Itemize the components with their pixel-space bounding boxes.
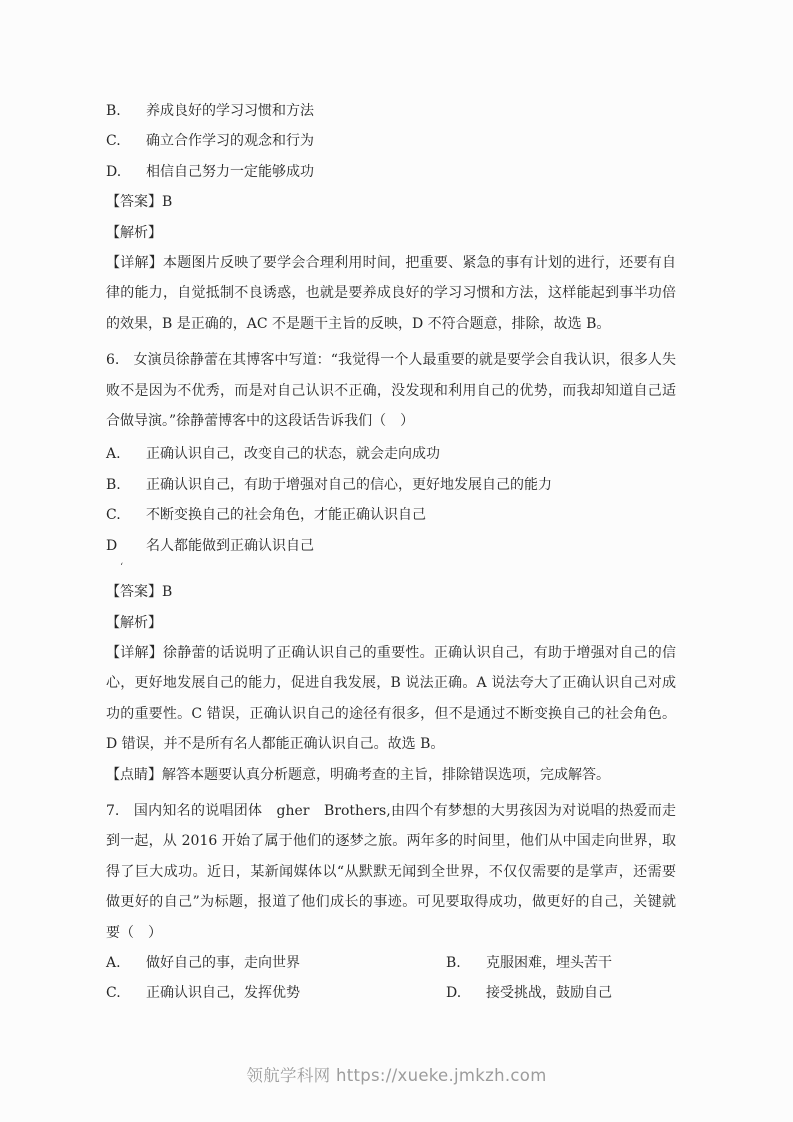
q6-option-a-text: 正确认识自己，改变自己的状态，就会走向成功 [146, 446, 440, 463]
q6-answer-line: 【答案】B [106, 584, 173, 601]
q6-stem-line: 败不是因为不优秀，而是对自己认识不正确，没发现和利用自己的优势，而我却知道自己适 [106, 382, 676, 399]
q5-detail-line: 【详解】本题图片反映了要学会合理利用时间，把重要、紧急的事有计划的进行，还要有自 [106, 255, 676, 272]
q7-stem-line: 得了巨大成功。近日，某新闻媒体以“从默默无闻到全世界，不仅仅需要的是掌声，还需要 [106, 863, 676, 880]
q7-option-a-text: 做好自己的事，走向世界 [146, 954, 300, 971]
q6-stem-line: 合做导演。”徐静蕾博客中的这段话告诉我们（ ） [106, 413, 415, 430]
q6-option-b-text: 正确认识自己，有助于增强对自己的信心，更好地发展自己的能力 [146, 476, 552, 493]
q6-detail-line: 【详解】徐静蕾的话说明了正确认识自己的重要性。正确认识自己，有助于增强对自己的信 [106, 644, 676, 661]
q7-option-a [106, 948, 446, 978]
q7-option-b [446, 948, 676, 978]
q7-option-d-text: 接受挑战，鼓励自己 [486, 985, 612, 1002]
q5-option-b-label: B. [106, 103, 121, 119]
watermark-site-text: 领航学科网 https://xueke.jmkzh.com [246, 1066, 547, 1085]
exam-content [106, 96, 676, 1009]
q6-option-b [106, 470, 676, 500]
q5-answer-line: 【答案】B [106, 194, 173, 211]
q6-analysis-label: 【解析】 [106, 614, 162, 631]
q7-stem-line: 到一起，从 2016 开始了属于他们的逐梦之旅。两年多的时间里，他们从中国走向世界，取 [106, 833, 676, 850]
q5-option-d-text: 相信自己努力一定能够成功 [146, 163, 314, 180]
q6-option-c-label: C. [106, 507, 121, 524]
q5-option-c-label: C. [106, 133, 121, 150]
q6-tip-line: 【点睛】解答本题要认真分析题意，明确考查的主旨，排除错误选项，完成解答。 [106, 766, 610, 783]
q7-option-b-text: 克服困难，埋头苦干 [486, 954, 612, 971]
q6-option-a-label: A. [106, 446, 121, 463]
q5-option-d [106, 157, 676, 187]
q7-option-a-label: A. [106, 954, 121, 971]
q5-option-b-text: 养成良好的学习习惯和方法 [146, 103, 314, 119]
q6-detail-line: 功的重要性。C 错误，正确认识自己的途径有很多，但不是通过不断变换自己的社会角色。 [106, 705, 676, 722]
q6-option-c [106, 500, 676, 530]
q6-option-c-text: 不断变换自己的社会角色，才能正确认识自己 [146, 507, 426, 524]
q5-analysis-label: 【解析】 [106, 224, 162, 241]
q6-option-b-label: B. [106, 476, 121, 493]
q7-option-c-label: C. [106, 985, 121, 1002]
q5-option-b [106, 96, 676, 126]
q6-option-d-label: D [106, 537, 118, 554]
q7-option-c [106, 978, 446, 1008]
q7-options-row-2 [106, 978, 676, 1008]
q5-option-c-text: 确立合作学习的观念和行为 [146, 133, 314, 150]
q5-detail-line: 律的能力，自觉抵制不良诱惑，也就是要养成良好的学习习惯和方法，这样能起到事半功倍 [106, 285, 676, 302]
q7-stem-line: 做更好的自己”为标题，报道了他们成长的事迹。可见要取得成功，做更好的自己，关键就 [106, 894, 676, 911]
q5-option-c [106, 126, 676, 156]
q5-option-d-label: D. [106, 163, 122, 180]
q7-options-row-1 [106, 948, 676, 978]
q7-stem-line: 7. 国内知名的说唱团体 gher Brothers,由四个有梦想的大男孩因为对说唱的热爱而走 [106, 802, 676, 819]
q6-detail-line: D 错误，并不是所有名人都能正确认识自己。故选 B。 [106, 736, 445, 753]
q7-option-d-label: D. [446, 985, 462, 1002]
q6-stem-line: 6. 女演员徐静蕾在其博客中写道：“我觉得一个人最重要的就是要学会自我认识，很多人失 [106, 352, 676, 369]
q5-detail-line: 的效果，B 是正确的，AC 不是题干主旨的反映，D 不符合题意，排除，故选 B。 [106, 315, 611, 332]
q6-option-d-text: 名人都能做到正确认识自己 [146, 537, 314, 554]
q7-option-d [446, 978, 676, 1008]
q6-option-a [106, 439, 676, 469]
q7-option-c-text: 正确认识自己，发挥优势 [146, 985, 300, 1002]
q7-stem-line: 要（ ） [106, 924, 162, 941]
scan-artifact-mark: ‘ [120, 562, 124, 574]
q7-option-b-label: B. [446, 954, 461, 971]
q6-detail-line: 心，更好地发展自己的能力，促进自我发展，B 说法正确。A 说法夸大了正确认识自己对成 [106, 675, 676, 692]
q6-option-d [106, 531, 676, 561]
